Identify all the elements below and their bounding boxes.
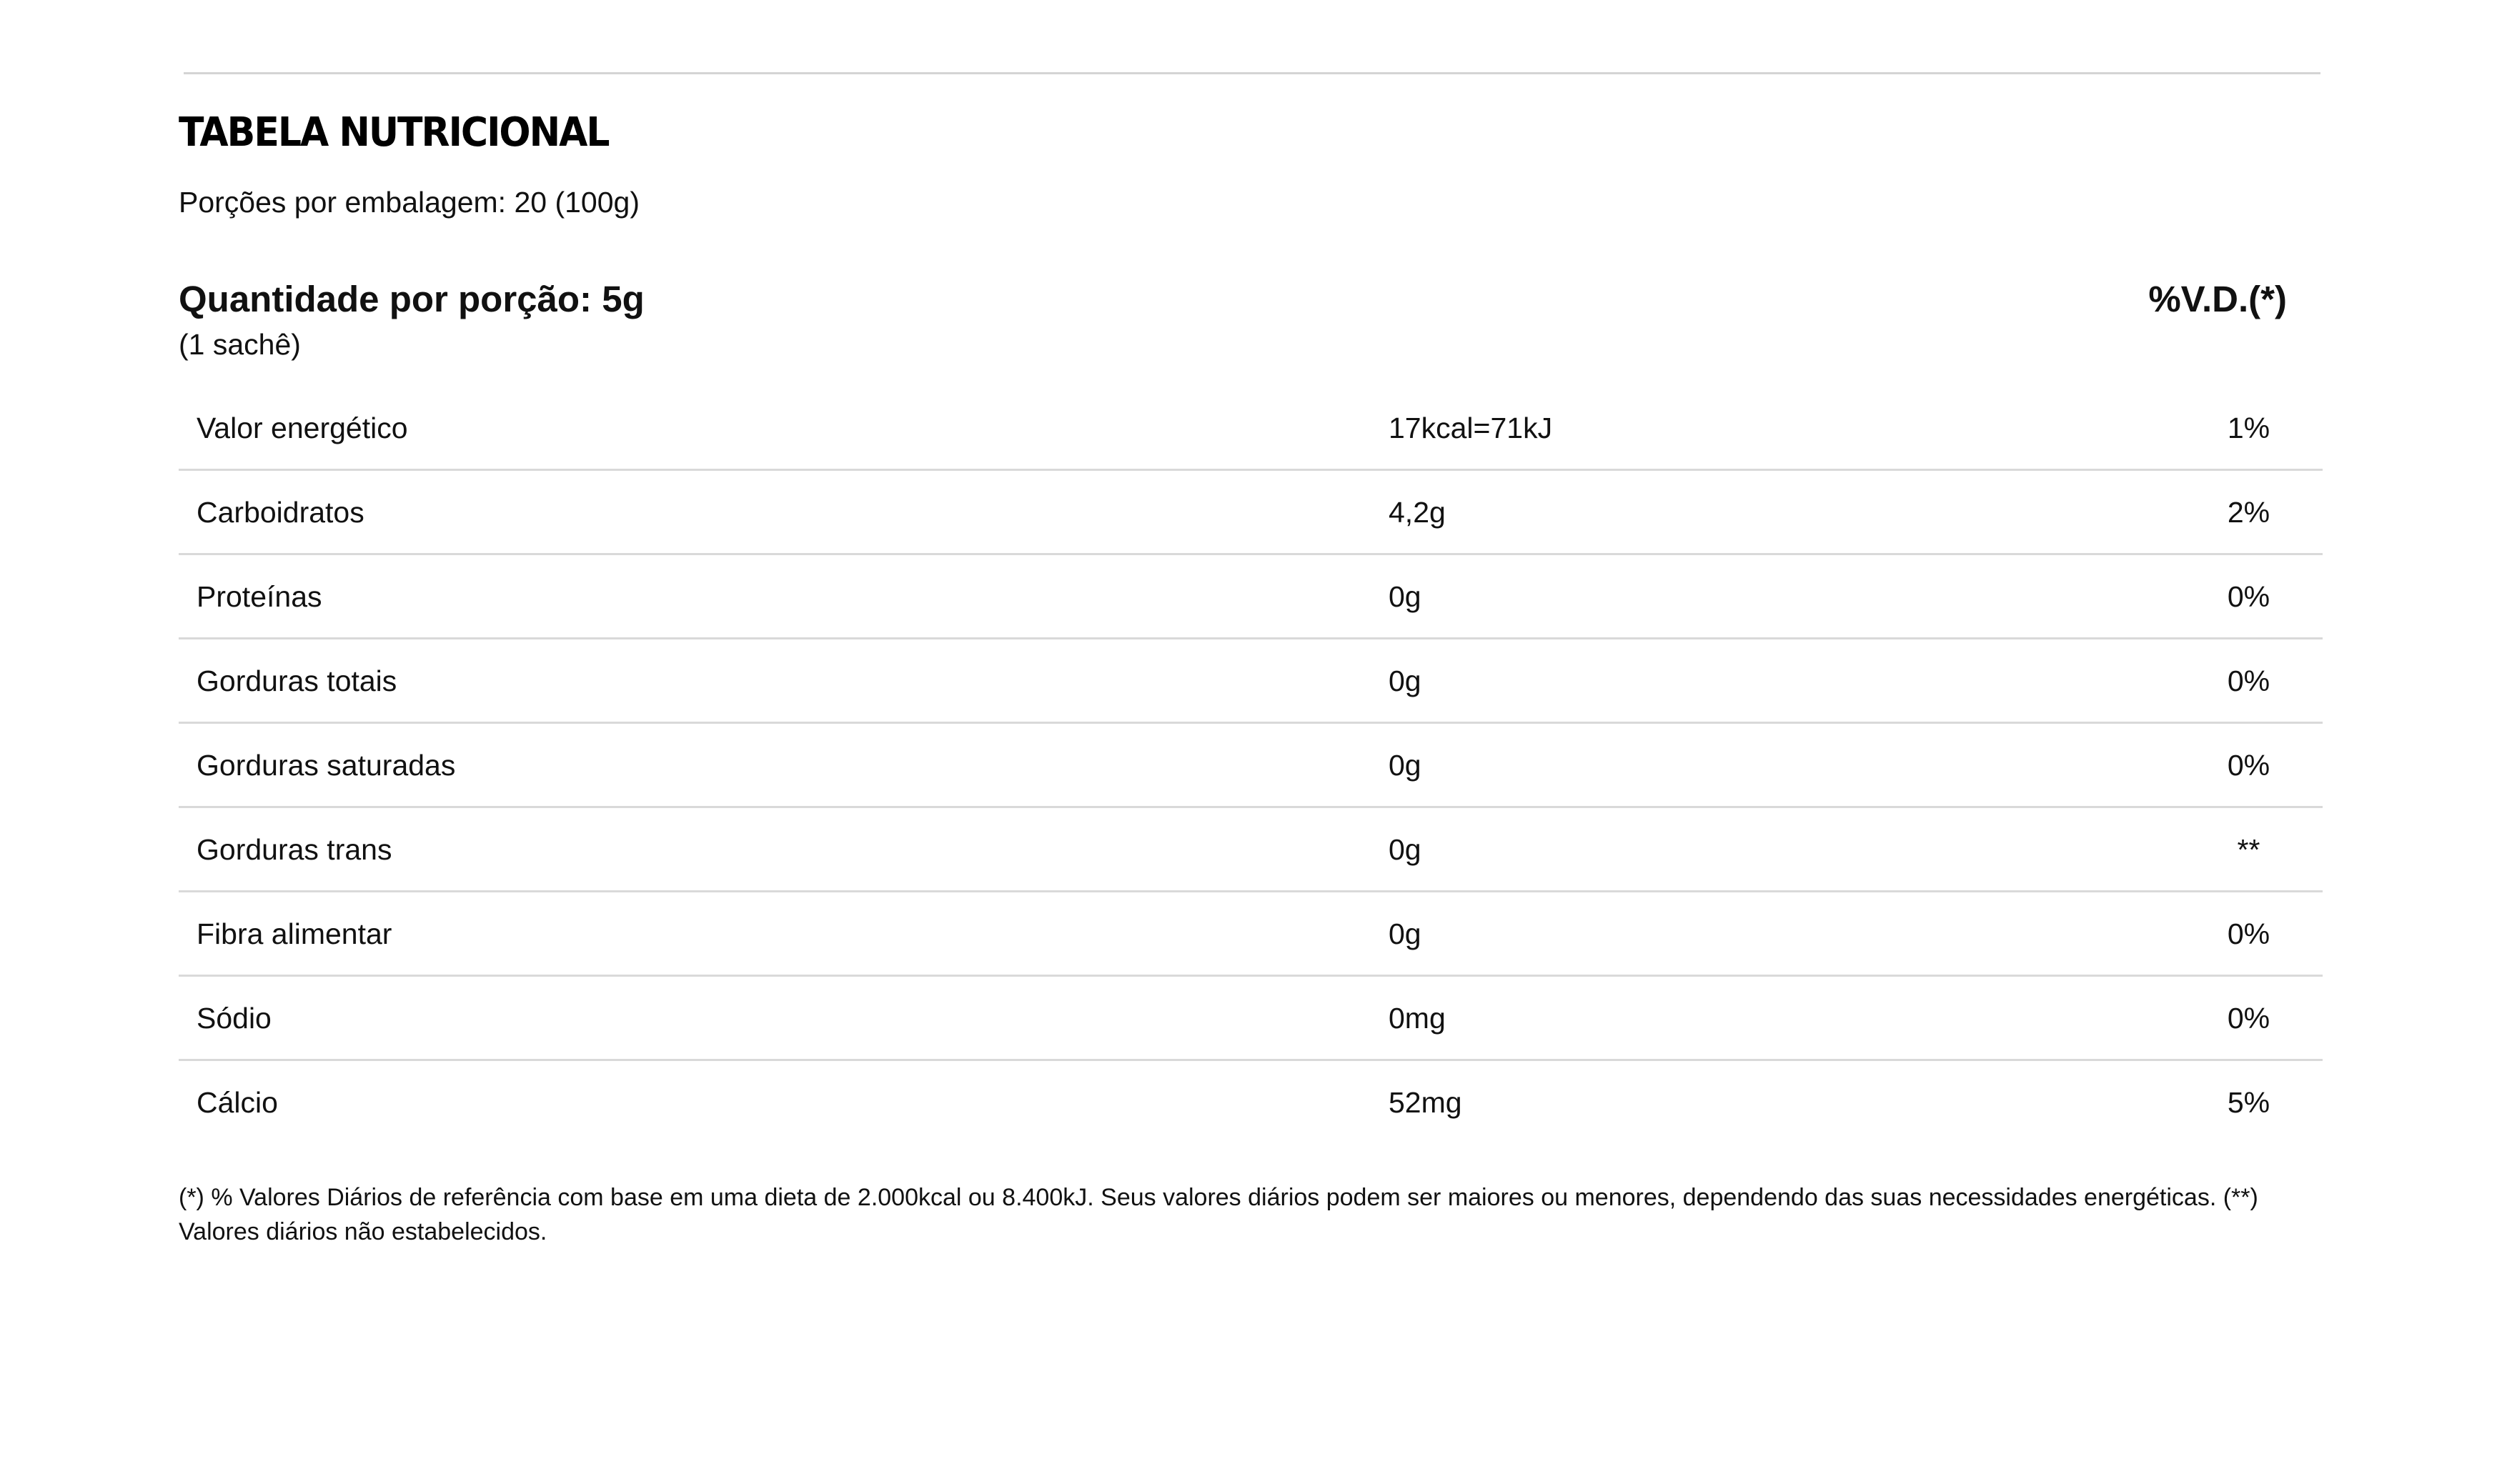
nutrient-amount: 0g	[1389, 807, 2175, 892]
nutrient-name: Valor energético	[197, 411, 408, 444]
nutrient-amount: 0g	[1389, 892, 2175, 976]
nutrient-name: Carboidratos	[179, 470, 1389, 554]
nutrient-daily-value: 1%	[2227, 411, 2270, 444]
table-row	[179, 723, 2323, 807]
nutrient-amount: 0g	[1389, 723, 2175, 807]
nutrient-daily-value: 0%	[2175, 892, 2323, 976]
nutrient-name: Sódio	[179, 976, 1389, 1060]
nutrient-name: Proteínas	[179, 554, 1389, 639]
nutrient-name: Cálcio	[179, 1060, 1389, 1144]
nutrient-table	[179, 387, 2323, 1143]
nutrient-daily-value: **	[2175, 807, 2323, 892]
table-title: TABELA NUTRICIONAL	[179, 109, 609, 156]
nutrient-daily-value: 0%	[2175, 554, 2323, 639]
table-row	[179, 470, 2323, 554]
table-row	[179, 639, 2323, 723]
table-row	[179, 892, 2323, 976]
daily-value-header: %V.D.(*)	[2148, 279, 2287, 319]
nutrient-daily-value: 0%	[2175, 723, 2323, 807]
nutrient-amount: 52mg	[1389, 1060, 2175, 1144]
table-row	[179, 1060, 2323, 1144]
nutrient-daily-value: 5%	[2175, 1060, 2323, 1144]
portions-per-package: Porções por embalagem: 20 (100g)	[179, 186, 640, 219]
table-row	[179, 554, 2323, 639]
nutrient-name: Gorduras saturadas	[179, 723, 1389, 807]
nutrient-name: Gorduras totais	[179, 639, 1389, 723]
table-row	[179, 976, 2323, 1060]
quantity-per-serving: Quantidade por porção: 5g	[179, 279, 645, 319]
nutrition-facts-panel	[179, 107, 2323, 1273]
nutrient-name: Gorduras trans	[179, 807, 1389, 892]
nutrient-amount: 0g	[1389, 639, 2175, 723]
nutrient-daily-value: 2%	[2175, 470, 2323, 554]
quantity-header	[179, 278, 2323, 321]
nutrient-amount: 0mg	[1389, 976, 2175, 1060]
nutrient-amount: 17kcal=71kJ	[1389, 411, 1553, 444]
nutrient-daily-value: 0%	[2175, 639, 2323, 723]
serving-note: (1 sachê)	[179, 328, 301, 361]
nutrient-amount: 4,2g	[1389, 470, 2175, 554]
table-row	[179, 387, 2323, 470]
top-divider	[184, 72, 2320, 74]
table-row	[179, 807, 2323, 892]
nutrient-name: Fibra alimentar	[179, 892, 1389, 976]
nutrient-daily-value: 0%	[2175, 976, 2323, 1060]
daily-values-footnote: (*) % Valores Diários de referência com base em uma dieta de 2.000kcal ou 8.400kJ. Seus valores diários podem ser maiores ou menores, dependendo das suas necessidades energéticas. (**) Valores diários não estabelecidos.	[179, 1184, 2258, 1245]
nutrient-amount: 0g	[1389, 554, 2175, 639]
